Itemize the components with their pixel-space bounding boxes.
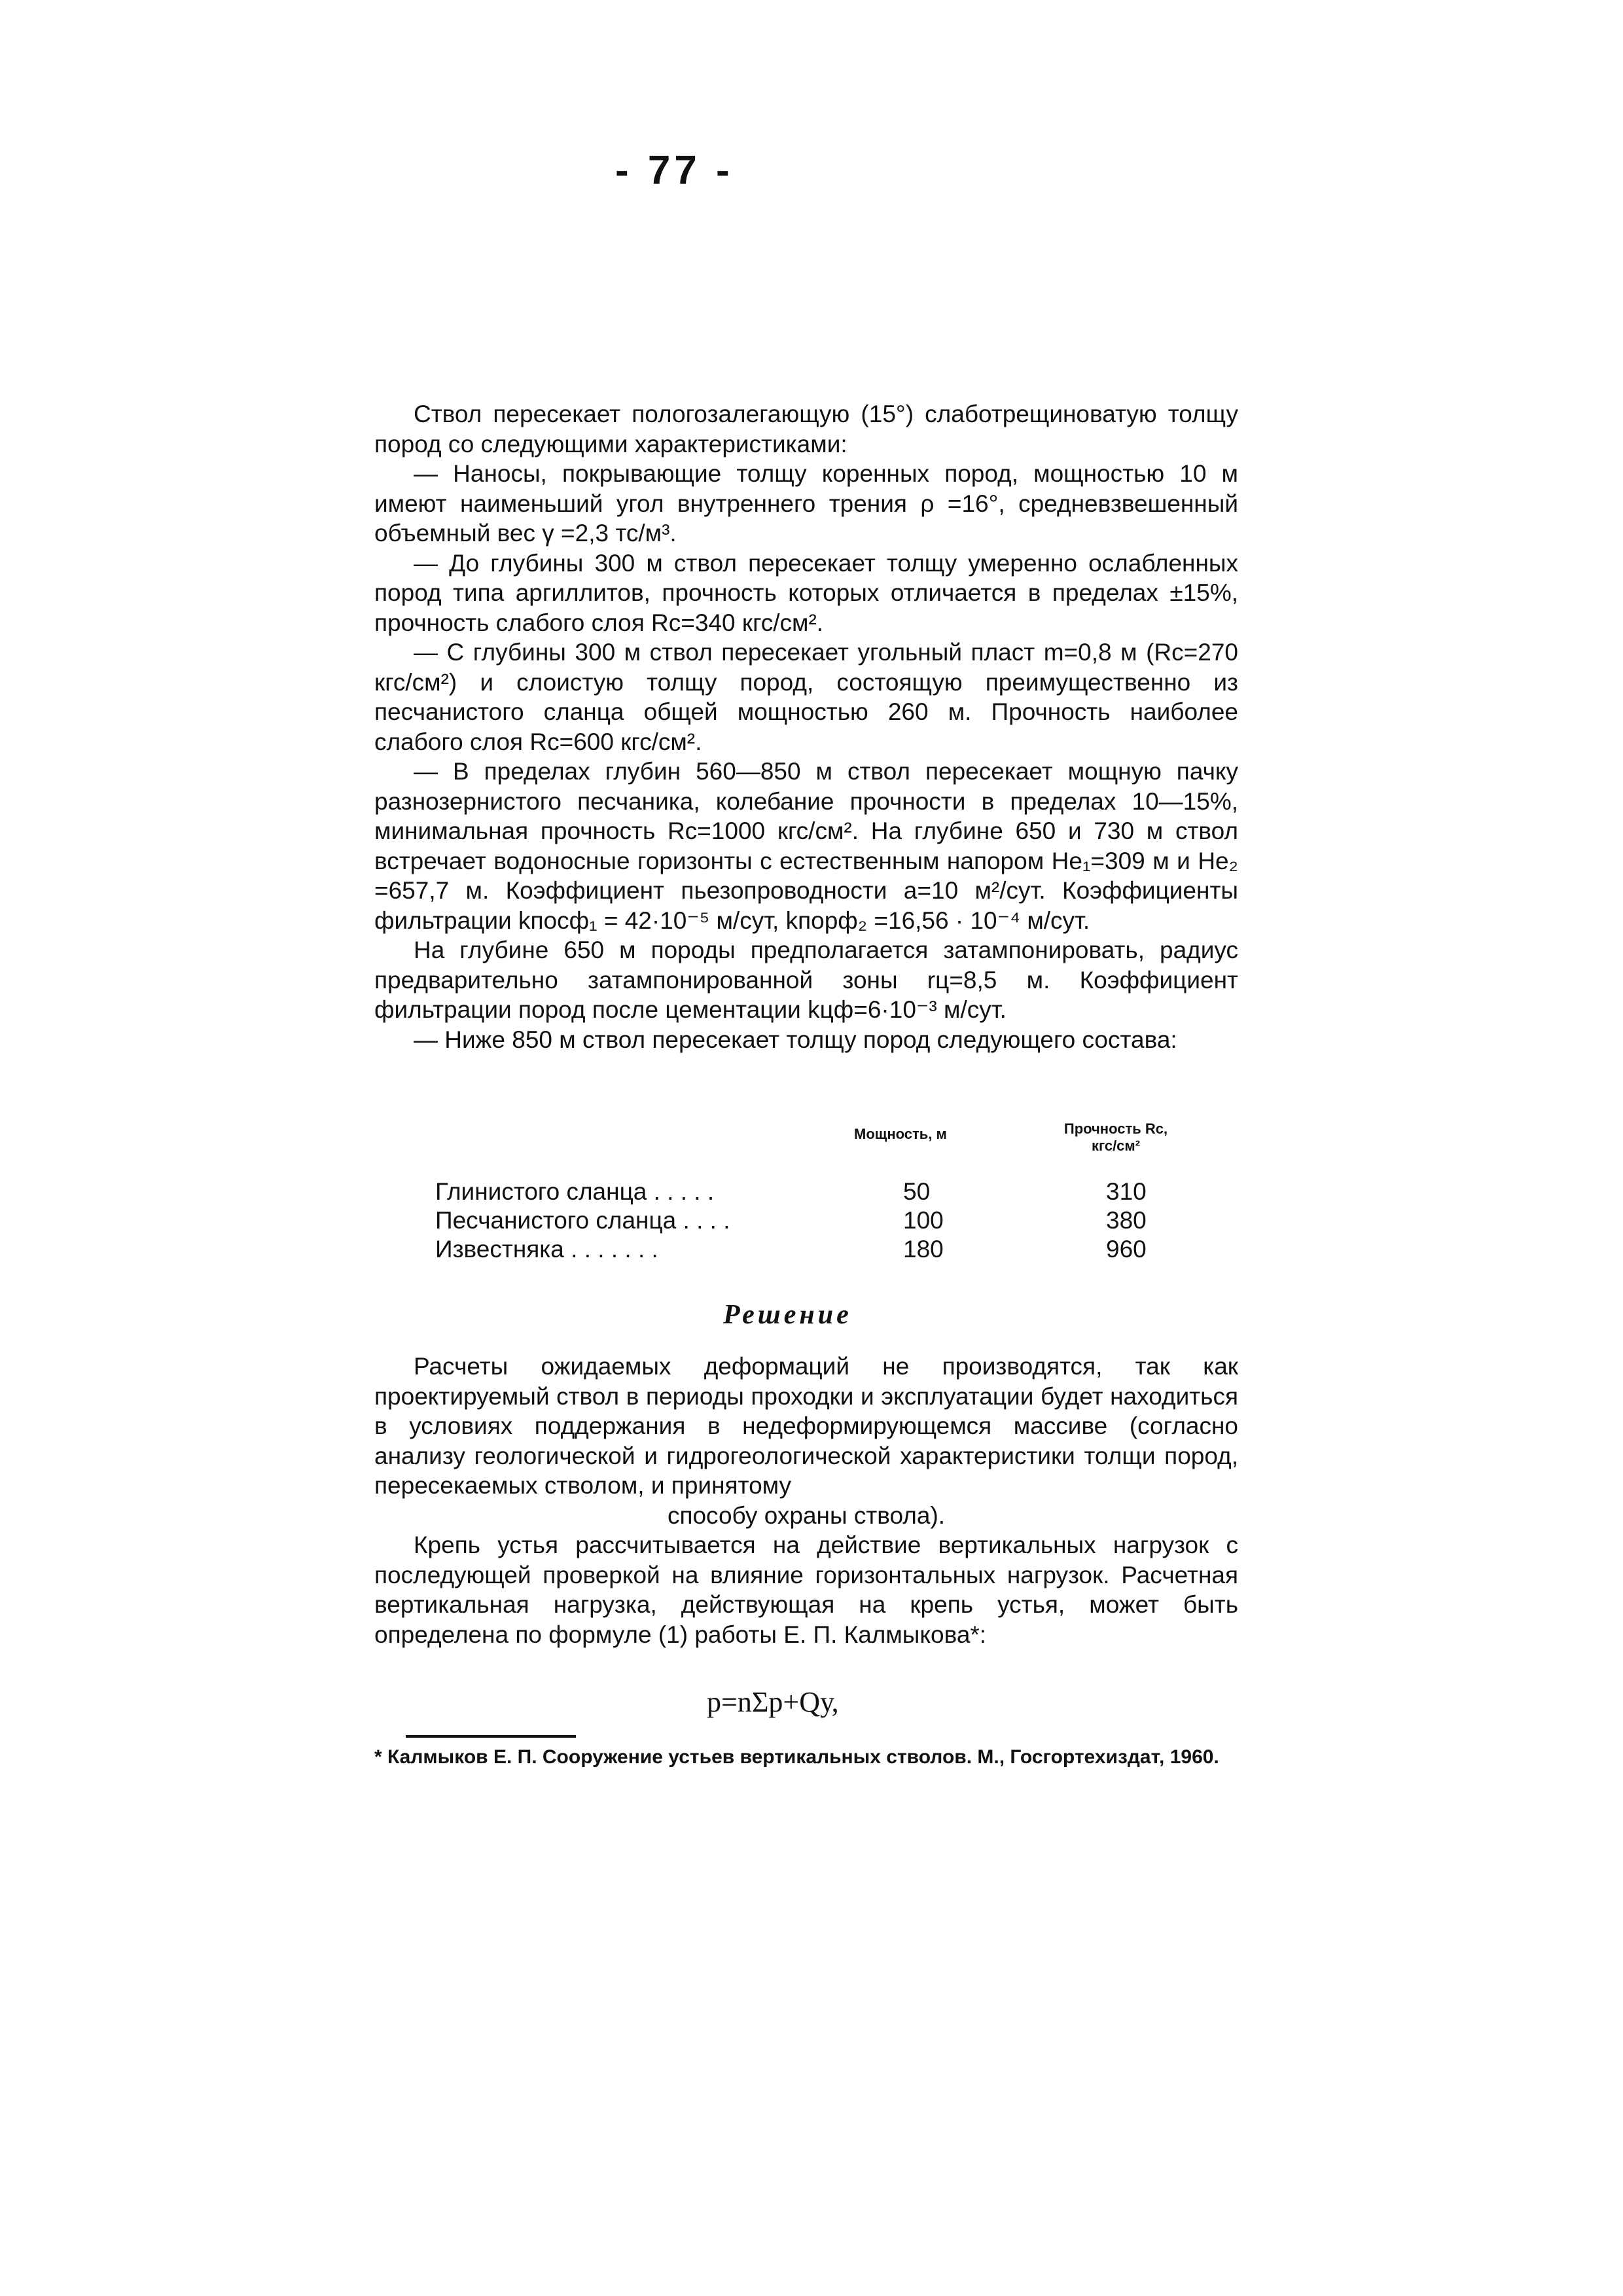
intro-paragraph: Ствол пересекает пологозалегающую (15°) слаботрещиноватую толщу пород со следующими характеристиками: (374, 401, 1238, 457)
argillite-paragraph: — До глубины 300 м ствол пересекает толщу умеренно ослабленных пород типа аргиллитов, прочность которых отличается в пределах ±15%, прочность слабого слоя Rс=340 кгс/см². (374, 549, 1238, 636)
alluvium-paragraph: — Наносы, покрывающие толщу коренных пород, мощностью 10 м имеют наименьший угол внутреннего трения ρ =16°, средневзвешенный объемный вес γ =2,3 тс/м³. (374, 460, 1238, 547)
rock-name: Песчанистого сланца . . . . (435, 1207, 730, 1234)
solution-paragraph-end: способу охраны ствола). (667, 1501, 946, 1529)
rock-name: Известняка . . . . . . . (435, 1236, 658, 1263)
footnote-divider (406, 1735, 576, 1738)
solution-heading: Решение (723, 1300, 852, 1330)
rock-thickness: 180 (903, 1236, 944, 1263)
page-number: - 77 - (615, 148, 734, 193)
rock-thickness: 100 (903, 1207, 944, 1234)
sandstone-paragraph: — В пределах глубин 560—850 м ствол пересекает мощную пачку разнозернистого песчаника, колебание прочности в пределах 10—15%, минимальная прочность Rс=1000 кгс/см². На глубине 650 и 730 м ствол встречает водоносные горизонты с естественным напором Нe₁=309 м и Нe₂ =657,7 м. Коэффициент пьезопроводности a=10 м²/сут. Коэффициенты фильтрации kпосф₁ = 42·10⁻⁵ м/сут, kпорф₂ =16,56 · 10⁻⁴ м/сут. (374, 758, 1238, 934)
grouting-paragraph: На глубине 650 м породы предполагается затампонировать, радиус предварительно затампонированной зоны rц=8,5 м. Коэффициент фильтрации пород после цементации kцф=6·10⁻³ м/сут. (374, 937, 1238, 1023)
table-row (419, 1207, 1204, 1236)
column-header-strength-line1: Прочность Rс, (1063, 1121, 1168, 1137)
solution-paragraph-main: Расчеты ожидаемых деформаций не производятся, так как проектируемый ствол в периоды проходки и эксплуатации будет находиться в условиях поддержания в недеформирующемся массиве (согласно анализу геологической и гидрогеологической характеристики толщи пород, пересекаемых стволом, и принятому (374, 1353, 1238, 1499)
load-formula: p=nΣp+Qу, (707, 1686, 839, 1718)
rock-strength: 380 (1106, 1207, 1147, 1234)
coal-seam-paragraph: — С глубины 300 м ствол пересекает угольный пласт m=0,8 м (Rс=270 кгс/см²) и слоистую толщу пород, состоящую преимущественно из песчанистого сланца общей мощностью 260 м. Прочность наиболее слабого слоя Rс=600 кгс/см². (374, 639, 1238, 755)
rock-strength: 960 (1106, 1236, 1147, 1263)
column-header-strength-line2: кгс/см² (1091, 1138, 1141, 1154)
rock-name: Глинистого сланца . . . . . (435, 1178, 715, 1205)
below-850-paragraph: — Ниже 850 м ствол пересекает толщу пород следующего состава: (414, 1026, 1177, 1053)
column-header-strength (1050, 1121, 1181, 1155)
rock-strength: 310 (1106, 1178, 1147, 1205)
column-header-thickness: Мощность, м (854, 1126, 947, 1142)
footnote: * Калмыков Е. П. Сооружение устьев вертикальных стволов. М., Госгортехиздат, 1960. (374, 1746, 1219, 1768)
rock-thickness: 50 (903, 1178, 931, 1205)
table-row (419, 1178, 1204, 1207)
intro-section (374, 399, 1238, 1054)
load-paragraph: Крепь устья рассчитывается на действие вертикальных нагрузок с последующей проверкой на влияние горизонтальных нагрузок. Расчетная вертикальная нагрузка, действующая на крепь устья, может быть определена по формуле (1) работы Е. П. Калмыкова*: (374, 1532, 1238, 1648)
solution-section (374, 1352, 1238, 1649)
table-row (419, 1236, 1204, 1265)
